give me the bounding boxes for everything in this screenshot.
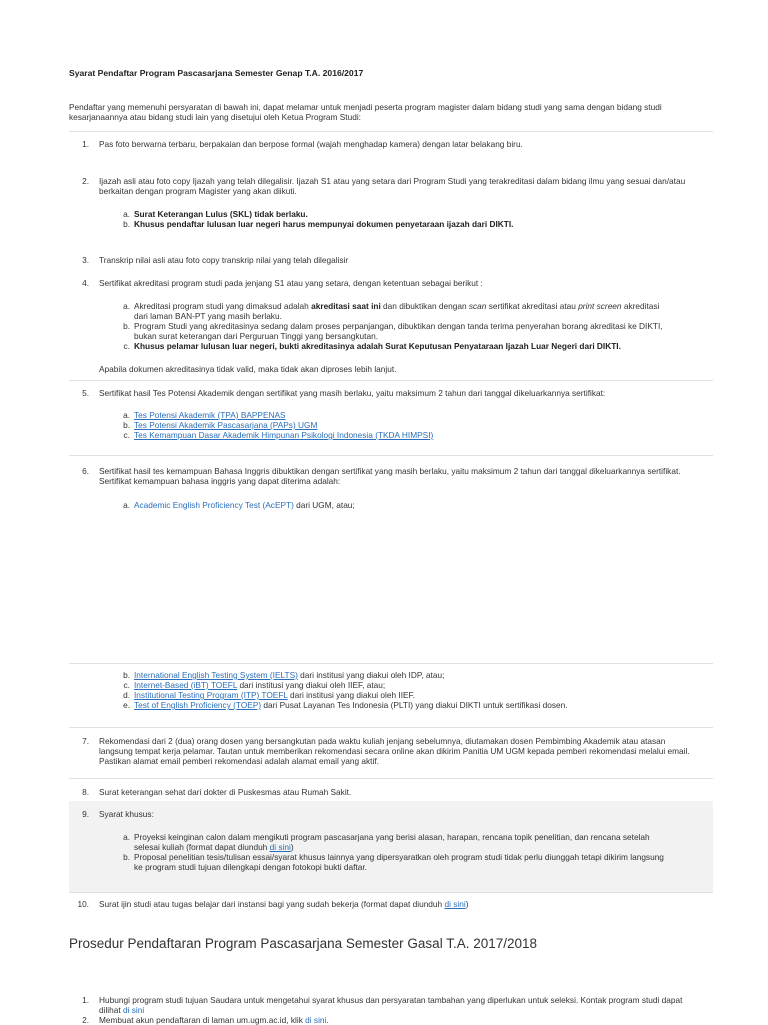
sub-item-text: Proyeksi keinginan calon dalam mengikuti program pascasarjana yang berisi alasan, harapan, rencana topik penelitian, dan rencana setelah selesai kuliah (format dapat diunduh [134,832,650,852]
item-number: 10. [77,899,89,909]
divider [69,892,713,893]
sub-item-text: dari institusi yang diakui oleh IIEF. [287,690,416,700]
sub-item-letter: a. [123,209,130,219]
sub-item-text: Akreditasi program studi yang dimaksud adalah akreditasi saat ini dan dibuktikan dengan scan sertifikat akreditasi atau print screen akreditasi dari laman BAN-PT yang masih berlaku. [134,301,660,321]
sub-item-letter: a. [123,832,130,842]
sub-item-letter: a. [123,500,130,510]
divider [69,778,713,779]
sub-item-text: dari institusi yang diakui oleh IDP, atau; [297,670,445,680]
divider [69,727,713,728]
item-text: Sertifikat hasil Tes Potensi Akademik dengan sertifikat yang masih berlaku, yaitu maksimum 2 tahun dari tanggal dikeluarkannya sertifikat: [99,388,606,398]
paps-link[interactable]: Tes Potensi Akademik Pascasarjana (PAPs) UGM [134,420,318,430]
itp-toefl-link[interactable]: Institutional Testing Program (ITP) TOEFL [134,690,288,700]
item-text: Membuat akun pendaftaran di laman um.ugm.ac.id, klik [99,1015,306,1025]
ibt-toefl-link[interactable]: Internet-Based (iBT) TOEFL [134,680,238,690]
sub-item-letter: a. [123,301,130,311]
item-number: 7. [82,736,89,746]
sub-item-letter: e. [123,700,130,710]
divider [69,455,713,456]
item-text: Pas foto berwarna terbaru, berpakaian dan berpose formal (wajah menghadap kamera) dengan latar belakang biru. [99,139,523,149]
sub-item-letter: c. [123,680,130,690]
note-text: Apabila dokumen akreditasinya tidak valid, maka tidak akan diproses lebih lanjut. [99,364,397,374]
sub-item-text: Surat Keterangan Lulus (SKL) tidak berlaku. [134,209,308,219]
item-number: 3. [82,255,89,265]
item-text: Hubungi program studi tujuan Saudara untuk mengetahui syarat khusus dan persyaratan tambahan yang diperlukan untuk seleksi. Kontak program studi dapat dilihat [99,995,683,1015]
sub-item-letter: b. [123,219,130,229]
item-text: Sertifikat hasil tes kemampuan Bahasa Inggris dibuktikan dengan sertifikat yang masih berlaku, yaitu maksimum 2 tahun dari tanggal dikeluarkannya sertifikat. Sertifikat kemampuan bahasa inggris yang dapat diterima adalah: [99,466,681,486]
download-link[interactable]: di sini [444,899,466,909]
page-title: Syarat Pendaftar Program Pascasarjana Semester Genap T.A. 2016/2017 [69,68,364,78]
intro-paragraph: Pendaftar yang memenuhi persyaratan di bawah ini, dapat melamar untuk menjadi peserta program magister dalam bidang studi yang sama dengan bidang studi kesarjanaannya atau bidang studi lain yang disetujui oleh Ketua Program Studi: [69,102,662,122]
toep-link[interactable]: Test of English Proficiency (TOEP) [134,700,262,710]
item-number: 2. [82,176,89,186]
sub-item-letter: a. [123,410,130,420]
divider [69,131,713,132]
sub-item-letter: b. [123,852,130,862]
divider [69,663,713,664]
item-number: 5. [82,388,89,398]
sub-item-letter: b. [123,670,130,680]
sub-item-text: Proposal penelitian tesis/tulisan essai/syarat khusus lainnya yang dipersyaratkan oleh program studi tidak perlu diunggah tetapi dikirim langsung ke program studi tujuan dilengkapi dengan fotokopi bukti daftar. [134,852,664,872]
item-text: Ijazah asli atau foto copy Ijazah yang telah dilegalisir. Ijazah S1 atau yang setara dari Program Studi yang terakreditasi dalam bidang ilmu yang sesuai dan/atau berkaitan dengan program Magister yang akan diikuti. [99,176,686,196]
contact-link[interactable]: di sini [122,1005,145,1015]
sub-item-text: Khusus pendaftar lulusan luar negeri harus mempunyai dokumen penyetaraan ijazah dari DIKTI. [134,219,514,229]
sub-item-letter: b. [123,420,130,430]
acept-link[interactable]: Academic English Proficiency Test (AcEPT) [134,500,294,510]
item-text: Surat ijin studi atau tugas belajar dari instansi bagi yang sudah bekerja (format dapat diunduh [99,899,445,909]
sub-item-text: dari UGM, atau; [293,500,355,510]
item-number: 2. [82,1015,89,1025]
item-number: 8. [82,787,89,797]
download-link[interactable]: di sini [269,842,291,852]
sub-item-letter: c. [123,341,130,351]
document-page: Syarat Pendaftar Program Pascasarjana Semester Genap T.A. 2016/2017 Pendaftar yang memenuhi persyaratan di bawah ini, dapat melamar untuk menjadi peserta program magister dalam bidang studi yang sama dengan bidang studi kesarjanaannya atau bidang studi lain yang disetujui oleh Ketua Program Studi: 1. Pas foto berwarna terbaru, berpakaian dan berpose formal (wajah menghadap kamera) dengan latar belakang biru. 2. Ijazah asli atau foto copy Ijazah yang telah dilegalisir. Ijazah S1 atau yang setara dari Program Studi yang terakreditasi dalam bidang ilmu yang sesuai dan/atau berkaitan dengan program Magister yang akan diikuti. a. Surat Keterangan Lulus (SKL) tidak berlaku. b. Khusus pendaftar lulusan luar negeri harus mempunyai dokumen penyetaraan ijazah dari DIKTI. 3. Transkrip nilai asli atau foto copy transkrip nilai yang telah dilegalisir 4. Sertifikat akreditasi program studi pada jenjang S1 atau yang setara, dengan ketentuan sebagai berikut : a. Akreditasi program studi yang dimaksud adalah akreditasi saat ini dan dibuktikan dengan scan sertifikat akreditasi atau print screen akreditasi dari laman BAN-PT yang masih berlaku. b. Program Studi yang akreditasinya sedang dalam proses perpanjangan, dibuktikan dengan tanda terima penyerahan borang akreditasi ke DIKTI, bukan surat keterangan dari Perguruan Tinggi yang bersangkutan. c. Khusus pelamar lulusan luar negeri, bukti akreditasinya adalah Surat Keputusan Penyataraan Ijazah Luar Negeri dari DIKTI. Apabila dokumen akreditasinya tidak valid, maka tidak akan diproses lebih lanjut. 5. Sertifikat hasil Tes Potensi Akademik dengan sertifikat yang masih berlaku, yaitu maksimum 2 tahun dari tanggal dikeluarkannya sertifikat: a. Tes Potensi Akademik (TPA) BAPPENAS b. Tes Potensi Akademik Pascasarjana (PAPs) UGM c. Tes Kemampuan Dasar Akademik Himpunan Psikologi Indonesia (TKDA HIMPSI) 6. Sertifikat hasil tes kemampuan Bahasa Inggris dibuktikan dengan sertifikat yang masih berlaku, yaitu maksimum 2 tahun dari tanggal dikeluarkannya sertifikat. Sertifikat kemampuan bahasa inggris yang dapat diterima adalah: a. Academic English Proficiency Test (AcEPT) dari UGM, atau; b. International English Testing System (IELTS) dari institusi yang diakui oleh IDP, atau; c. Internet-Based (iBT) TOEFL dari institusi yang diakui oleh IIEF, atau; d. Institutional Testing Program (ITP) TOEFL dari institusi yang diakui oleh IIEF. e. Test of English Proficiency (TOEP) dari Pusat Layanan Tes Indonesia (PLTI) yang diakui DIKTI untuk sertifikasi dosen. 7. Rekomendasi dari 2 (dua) orang dosen yang bersangkutan pada waktu kuliah jenjang sebelumnya, diutamakan dosen Pembimbing Akademik atau atasan langsung tempat kerja pelamar. Tautan untuk memberikan rekomendasi secara online akan dikirim Panitia UM UGM kepada pemberi rekomendasi melalui email. Pastikan alamat email pemberi rekomendasi adalah alamat email yang aktif. 8. Surat keterangan sehat dari dokter di Puskesmas atau Rumah Sakit. 9. Syarat khusus: a. Proyeksi keinginan calon dalam mengikuti program pascasarjana yang berisi alasan, harapan, rencana topik penelitian, dan rencana setelah selesai kuliah (format dapat diunduh di sini) b. Proposal penelitian tesis/tulisan essai/syarat khusus lainnya yang dipersyaratkan oleh program studi tidak perlu diunggah tetapi dikirim langsung ke program studi tujuan dilengkapi dengan fotokopi bukti daftar. 10. Surat ijin studi atau tugas belajar dari instansi bagi yang sudah bekerja (format dapat diunduh di sini) Prosedur Pendaftaran Program Pascasarjana Semester Gasal T.A. 2017/2018 1. Hubungi program studi tujuan Saudara untuk mengetahui syarat khusus dan persyaratan tambahan yang diperlukan untuk seleksi. Kontak program studi dapat dilihat di sini 2. Membuat akun pendaftaran di laman um.ugm.ac.id, klik di sini. [0,0,768,1024]
sub-item-letter: b. [123,321,130,331]
item-number: 1. [82,139,89,149]
item-number: 6. [82,466,89,476]
item-text: Sertifikat akreditasi program studi pada jenjang S1 atau yang setara, dengan ketentuan sebagai berikut : [99,278,483,288]
item-text: Syarat khusus: [99,809,154,819]
sub-item-text: Khusus pelamar lulusan luar negeri, bukti akreditasinya adalah Surat Keputusan Penyataraan Ijazah Luar Negeri dari DIKTI. [134,341,621,351]
sub-item-letter: d. [123,690,130,700]
item-text: Transkrip nilai asli atau foto copy transkrip nilai yang telah dilegalisir [99,255,349,265]
sub-item-text: dari institusi yang diakui oleh IIEF, atau; [237,680,386,690]
sub-item-text: Program Studi yang akreditasinya sedang dalam proses perpanjangan, dibuktikan dengan tanda terima penyerahan borang akreditasi ke DIKTI, bukan surat keterangan dari Perguruan Tinggi yang bersangkutan. [134,321,663,341]
item-number: 1. [82,995,89,1005]
sub-item-letter: c. [123,430,130,440]
item-number: 9. [82,809,89,819]
tkda-link[interactable]: Tes Kemampuan Dasar Akademik Himpunan Psikologi Indonesia (TKDA HIMPSI) [134,430,434,440]
item-text: Rekomendasi dari 2 (dua) orang dosen yang bersangkutan pada waktu kuliah jenjang sebelumnya, diutamakan dosen Pembimbing Akademik atau atasan langsung tempat kerja pelamar. Tautan untuk memberikan rekomendasi secara online akan dikirim Panitia UM UGM kepada pemberi rekomendasi melalui email. Pastikan alamat email pemberi rekomendasi adalah alamat email yang aktif. [99,736,690,766]
item-text: Surat keterangan sehat dari dokter di Puskesmas atau Rumah Sakit. [99,787,352,797]
register-link[interactable]: di sini [305,1015,327,1025]
divider [69,380,713,381]
ielts-link[interactable]: International English Testing System (IELTS) [134,670,298,680]
tpa-link[interactable]: Tes Potensi Akademik (TPA) BAPPENAS [134,410,286,420]
item-number: 4. [82,278,89,288]
section-heading: Prosedur Pendaftaran Program Pascasarjana Semester Gasal T.A. 2017/2018 [69,936,538,951]
sub-item-text: dari Pusat Layanan Tes Indonesia (PLTI) yang diakui DIKTI untuk sertifikasi dosen. [261,700,568,710]
